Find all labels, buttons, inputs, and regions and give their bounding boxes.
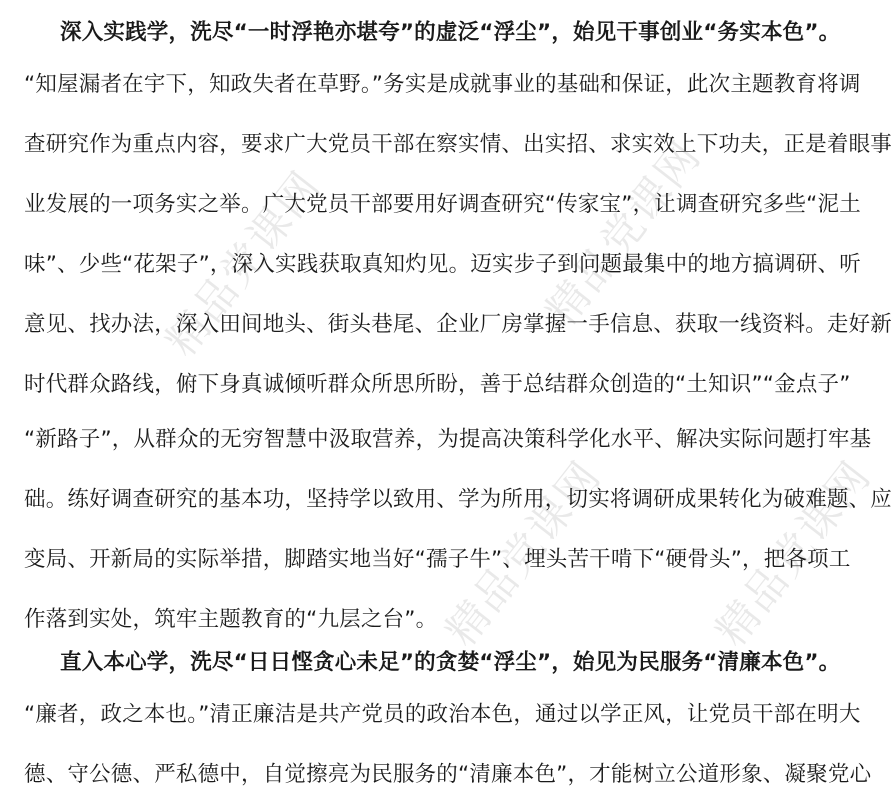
watermark: 精品党课网 [436,451,611,656]
paragraph-line: 业发展的一项务实之举。广大党员干部要用好调查研究“传家宝”，让调查研究多些“泥土 [24,192,861,217]
paragraph-line: “知屋漏者在宇下，知政失者在草野。”务实是成就事业的基础和保证，此次主题教育将调 [24,72,861,97]
watermark: 精品党课网 [156,161,331,366]
paragraph-line: “新路子”，从群众的无穷智慧中汲取营养，为提高决策科学化水平、解决实际问题打牢基 [24,427,872,452]
paragraph-line: 味”、少些“花架子”，深入实践获取真知灼见。迈实步子到问题最集中的地方搞调研、听 [24,252,861,277]
paragraph-line: 时代群众路线，俯下身真诚倾听群众所思所盼，善于总结群众创造的“土知识”“金点子” [24,372,851,397]
paragraph-line: 德、守公德、严私德中，自觉擦亮为民服务的“清廉本色”，才能树立公道形象、凝聚党心 [24,762,872,787]
paragraph-line: “廉者，政之本也。”清正廉洁是共产党员的政治本色，通过以学正风，让党员干部在明大 [24,702,861,727]
paragraph-line: 意见、找办法，深入田间地头、街头巷尾、企业厂房掌握一手信息、获取一线资料。走好新 [24,312,892,337]
paragraph-line: 查研究作为重点内容，要求广大党员干部在察实情、出实招、求实效上下功夫，正是着眼事 [24,132,892,157]
paragraph-line: 作落到实处，筑牢主题教育的“九层之台”。 [24,607,438,632]
section-heading: 直入本心学，洗尽“日日悭贪心未足”的贪婪“浮尘”，始见为民服务“清廉本色”。 [60,650,841,675]
paragraph-line: 变局、开新局的实际举措，脚踏实地当好“孺子牛”、埋头苦干啃下“硬骨头”，把各项工 [24,547,851,572]
paragraph-line: 础。练好调查研究的基本功，坚持学以致用、学为所用，切实将调研成果转化为破难题、应 [24,487,892,512]
watermark: 精品党课网 [706,451,881,656]
section-heading: 深入实践学，洗尽“一时浮艳亦堪夸”的虚泛“浮尘”，始见干事创业“务实本色”。 [60,20,841,45]
watermark: 精品党课网 [536,131,711,336]
